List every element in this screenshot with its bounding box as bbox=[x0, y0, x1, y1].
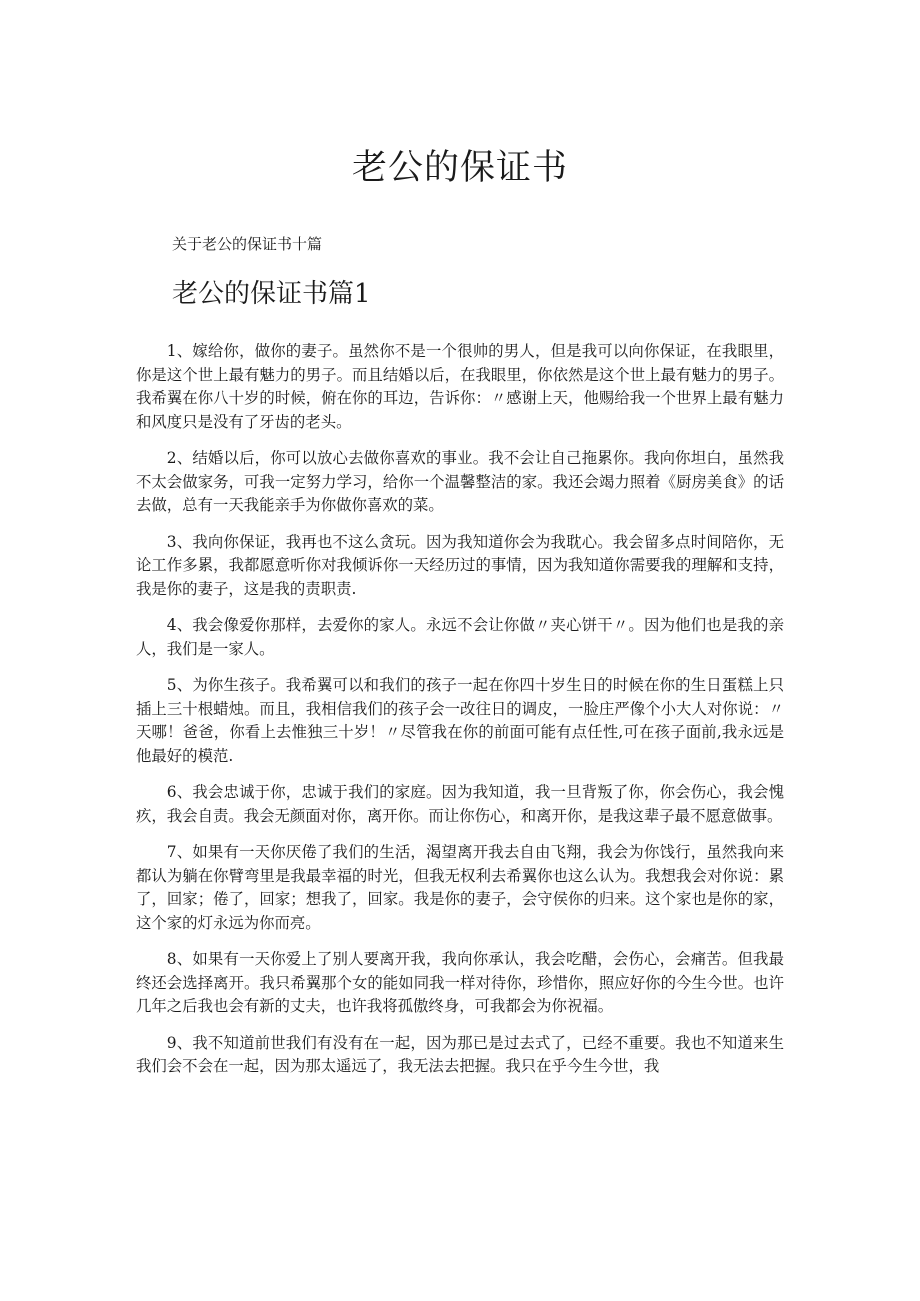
document-subtitle: 关于老公的保证书十篇 bbox=[172, 235, 323, 253]
section-heading: 老公的保证书篇1 bbox=[172, 279, 371, 309]
document-body bbox=[136, 340, 784, 1092]
paragraph-9: 9、我不知道前世我们有没有在一起，因为那已是过去式了，已经不重要。我也不知道来生我们会不会在一起，因为那太遥远了，我无法去把握。我只在乎今生今世，我 bbox=[136, 1033, 784, 1075]
paragraph-6: 6、我会忠诚于你，忠诚于我们的家庭。因为我知道，我一旦背叛了你，你会伤心，我会愧疚，我会自责。我会无颜面对你，离开你。而让你伤心，和离开你，是我这辈子最不愿意做事。 bbox=[136, 783, 784, 825]
paragraph-1: 1、嫁给你，做你的妻子。虽然你不是一个很帅的男人，但是我可以向你保证，在我眼里，你是这个世上最有魅力的男子。而且结婚以后，在我眼里，你依然是这个世上最有魅力的男子。我希翼在你八十岁的时候，俯在你的耳边，告诉你：〃感谢上天，他赐给我一个世界上最有魅力和风度只是没有了牙齿的老头。 bbox=[136, 342, 784, 431]
paragraph-8: 8、如果有一天你爱上了别人要离开我，我向你承认，我会吃醋，会伤心，会痛苦。但我最终还会选择离开。我只希翼那个女的能如同我一样对待你，珍惜你，照应好你的今生今世。也许几年之后我也会有新的丈夫，也许我将孤傲终身，可我都会为你祝福。 bbox=[136, 950, 784, 1015]
paragraph-7: 7、如果有一天你厌倦了我们的生活，渴望离开我去自由飞翔，我会为你饯行，虽然我向来都认为躺在你臂弯里是我最幸福的时光，但我无权利去希翼你也这么认为。我想我会对你说：累了，回家；倦了，回家；想我了，回家。我是你的妻子，会守侯你的归来。这个家也是你的家，这个家的灯永远为你而亮。 bbox=[136, 843, 784, 932]
document-title: 老公的保证书 bbox=[351, 148, 568, 188]
paragraph-4: 4、我会像爱你那样，去爱你的家人。永远不会让你做〃夹心饼干〃。因为他们也是我的亲人，我们是一家人。 bbox=[136, 616, 784, 658]
paragraph-5: 5、为你生孩子。我希翼可以和我们的孩子一起在你四十岁生日的时候在你的生日蛋糕上只插上三十根蜡烛。而且，我相信我们的孩子会一改往日的调皮，一脸庄严像个小大人对你说：〃天哪！爸爸，你看上去惟独三十岁！〃尽管我在你的前面可能有点任性,可在孩子面前,我永远是他最好的模范. bbox=[136, 676, 784, 765]
paragraph-3: 3、我向你保证，我再也不这么贪玩。因为我知道你会为我耽心。我会留多点时间陪你，无论工作多累，我都愿意听你对我倾诉你一天经历过的事情，因为我知道你需要我的理解和支持，我是你的妻子，这是我的责职责. bbox=[136, 532, 784, 598]
paragraph-2: 2、结婚以后，你可以放心去做你喜欢的事业。我不会让自己拖累你。我向你坦白，虽然我不太会做家务，可我一定努力学习，给你一个温馨整洁的家。我还会竭力照着《厨房美食》的话去做，总有一天我能亲手为你做你喜欢的菜。 bbox=[136, 449, 784, 514]
